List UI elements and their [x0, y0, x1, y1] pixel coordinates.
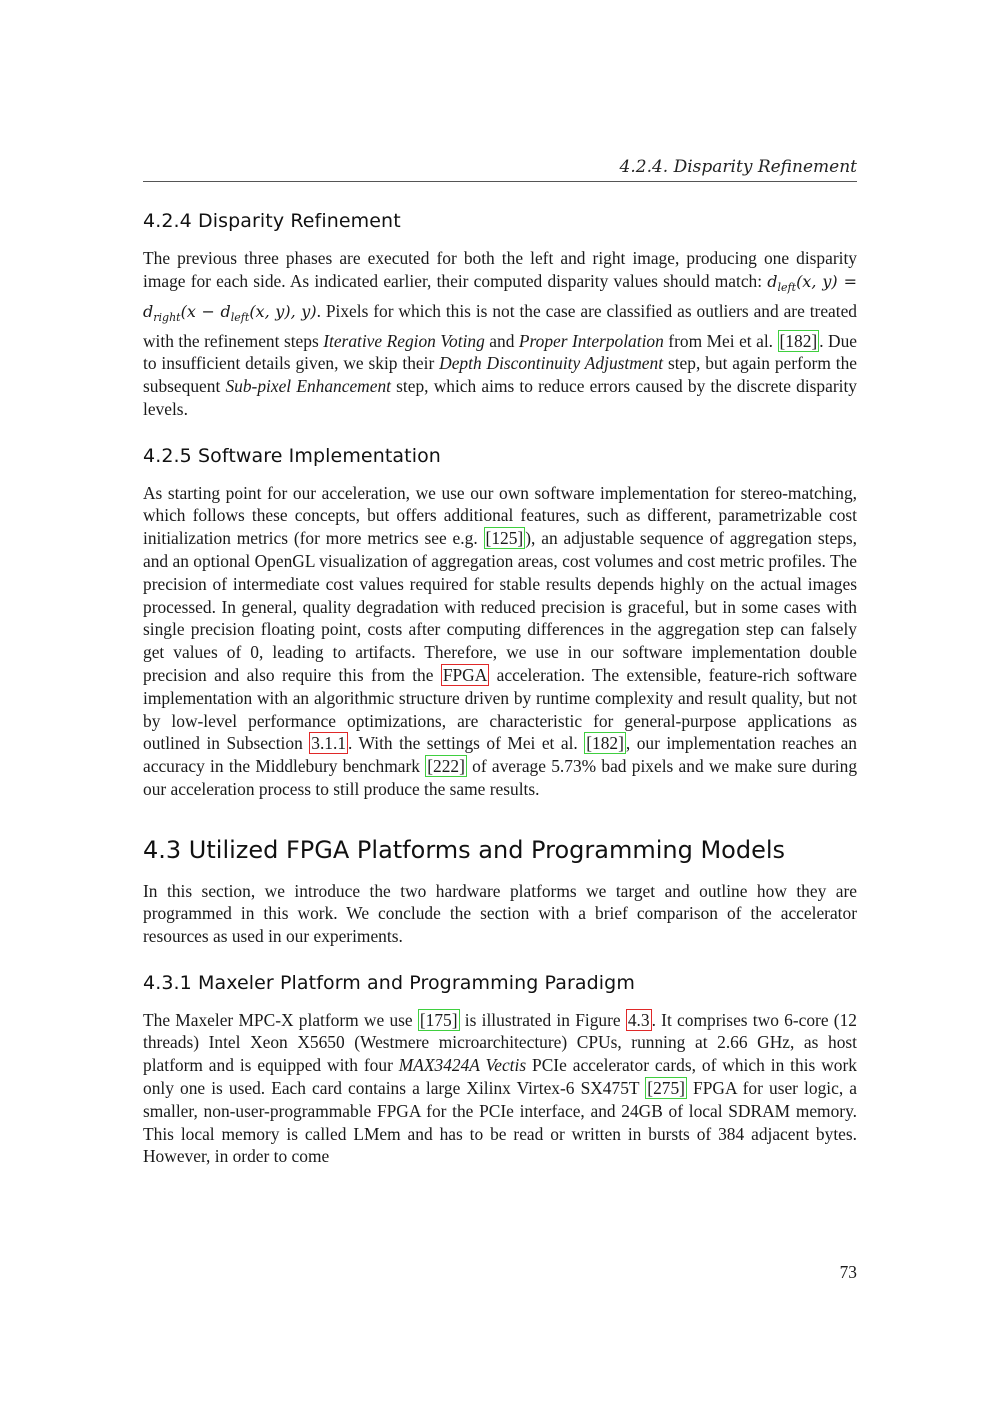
- citation-link[interactable]: [175]: [419, 1009, 458, 1030]
- emphasis: Sub-pixel Enhancement: [225, 376, 391, 397]
- page-content: [143, 210, 857, 1192]
- running-head: 4.2.4. Disparity Refinement: [143, 157, 857, 182]
- paragraph: [143, 1009, 857, 1169]
- text: ), an adjustable sequence of aggregation steps, and an optional OpenGL visualization of aggregation areas, cost volumes and cost metric profiles. The precision of intermediate cost values required for stable results depends highly on the actual images processed. In general, quality degradation with reduced precision is graceful, but in some cases with single precision floating point, costs after computing differences in the aggregation step can falsely get values of 0, leading to artifacts. Therefore, we use in our software implementation double precision and also require this from the: [143, 528, 857, 685]
- text: . Pixels for which this is not the case are classified as outliers and are treated with the refinement steps: [143, 300, 858, 351]
- paragraph: In this section, we introduce the two hardware platforms we target and outline how they are programmed in this work. We conclude the section with a brief comparison of the accelerator resources as used in our experiments.: [143, 880, 857, 947]
- text: , our implementation reaches an accuracy in the Middlebury benchmark: [143, 733, 857, 777]
- text: . With the settings of Mei et al.: [348, 733, 585, 754]
- section-heading: 4.2.4 Disparity Refinement: [143, 210, 401, 232]
- page-number: 73: [839, 1262, 857, 1282]
- paragraph: [143, 247, 857, 421]
- citation-link[interactable]: [182]: [586, 733, 624, 754]
- paragraph: [143, 482, 857, 801]
- section-heading: 4.2.5 Software Implementation: [143, 444, 441, 467]
- text: FPGA for user logic, a smaller, non-user-programmable FPGA for the PCIe interface, and 24GB of local SDRAM memory. This local memory is called LMem and has to be read or written in bursts of 384 adjacent bytes. However, in order to come: [143, 1078, 857, 1167]
- section-disparity-refinement: [143, 210, 857, 421]
- text: The previous three phases are executed for both the left and right image, producing one disparity image for each side. As indicated earlier, their computed disparity values should match:: [143, 247, 857, 291]
- emphasis: Depth Discontinuity Adjustment: [439, 353, 664, 374]
- section-maxeler-platform: [143, 972, 857, 1168]
- citation-link[interactable]: [275]: [647, 1078, 685, 1099]
- emphasis: Proper Interpolation: [518, 330, 664, 351]
- text: step, but again perform the subsequent: [143, 353, 857, 397]
- section-fpga-platforms: [143, 835, 857, 948]
- text: is illustrated in Figure: [459, 1009, 626, 1030]
- section-heading: 4.3.1 Maxeler Platform and Programming Paradigm: [143, 971, 635, 994]
- equation: $d_{left}(x$, $y) = d_{right}(x - d_{left}(x$, y), y): [143, 271, 857, 324]
- section-software-implementation: [143, 445, 857, 801]
- text: and: [484, 330, 519, 351]
- text: . Due to insufficient details given, we skip their: [143, 330, 857, 374]
- subsection-link[interactable]: 3.1.1: [311, 733, 347, 754]
- citation-link[interactable]: [182]: [779, 330, 818, 351]
- figure-link[interactable]: 4.3: [627, 1009, 650, 1030]
- text: of average 5.73% bad pixels and we make sure during our acceleration process to still produce the same results.: [143, 756, 858, 799]
- acronym-link[interactable]: FPGA: [442, 664, 488, 685]
- emphasis: MAX3424A Vectis: [398, 1055, 527, 1076]
- text: PCIe accelerator cards, of which in this work only one is used. Each card contains a large Xilinx Virtex-6 SX475T: [143, 1055, 857, 1099]
- text: The Maxeler MPC-X platform we use: [143, 1009, 418, 1030]
- citation-link[interactable]: [222]: [427, 756, 465, 777]
- emphasis: Iterative Region Voting: [323, 330, 485, 351]
- citation-link[interactable]: [125]: [485, 528, 524, 549]
- text: As starting point for our acceleration, we use our own software implementation for stereo-matching, which follows these concepts, but offers additional features, such as different, parametrizable cost initialization metrics (for more metrics see e.g.: [143, 482, 857, 549]
- text: . It comprises two 6-core (12 threads) Intel Xeon X5650 (Westmere microarchitecture) CPUs, running at 2.66 GHz, as host platform and is equipped with four: [143, 1009, 857, 1076]
- text: step, which aims to reduce errors caused by the discrete disparity levels.: [143, 376, 857, 419]
- section-heading: 4.3 Utilized FPGA Platforms and Programming Models: [143, 835, 785, 864]
- text: from Mei et al.: [663, 330, 778, 351]
- text: acceleration. The extensible, feature-rich software implementation with an algorithmic structure driven by runtime complexity and result quality, but not by low-level performance optimizations, are characteristic for general-purpose applications as outlined in Subsection: [143, 664, 857, 754]
